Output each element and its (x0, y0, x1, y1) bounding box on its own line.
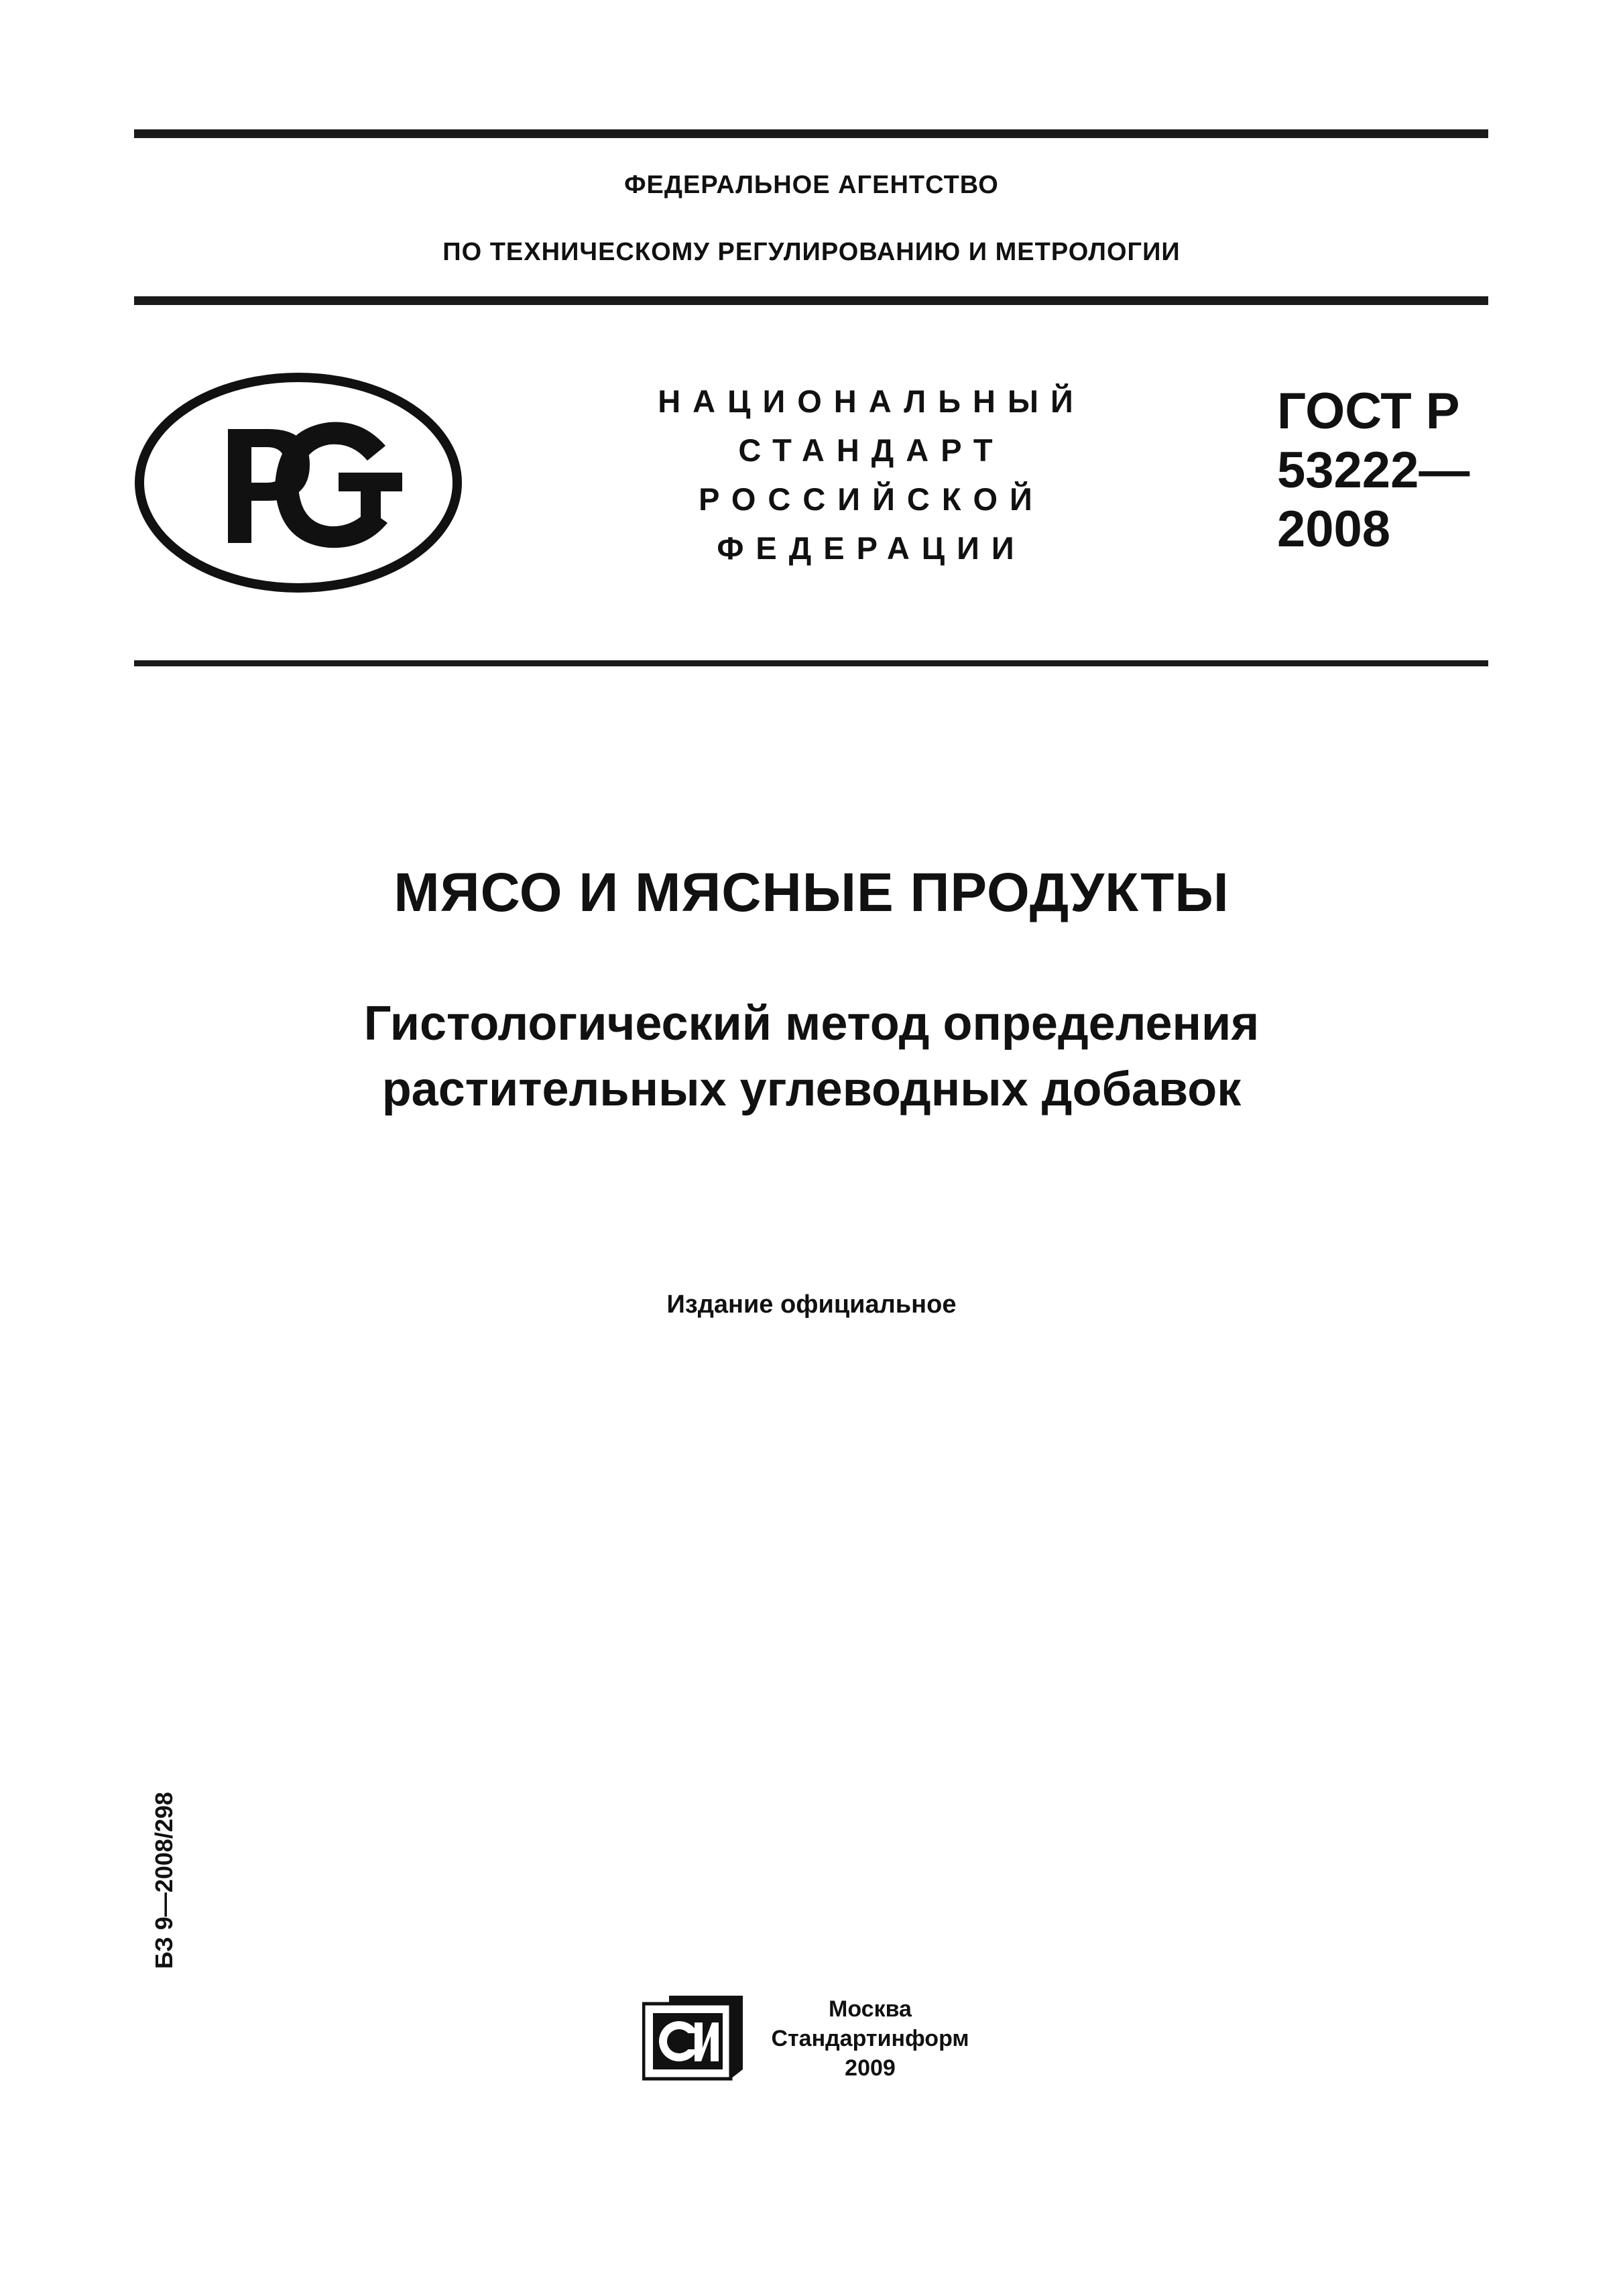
publisher-block (760, 1994, 981, 2083)
edition-label: Издание официальное (666, 1290, 957, 1319)
document-title: МЯСО И МЯСНЫЕ ПРОДУКТЫ (394, 862, 1229, 923)
designation-line-1: ГОСТ Р (1277, 383, 1460, 440)
agency-bottom-rule (134, 296, 1488, 305)
subtitle-line-2: растительных углеводных добавок (381, 1063, 1242, 1116)
publisher-name: Стандартинформ (771, 2026, 969, 2051)
publisher-year: 2009 (845, 2055, 896, 2081)
national-standard-line: РОССИЙСКОЙ (699, 481, 1044, 517)
document-subtitle (0, 991, 1623, 1122)
national-standard-line: СТАНДАРТ (738, 432, 1005, 468)
header-bottom-rule (134, 660, 1488, 666)
rst-letters (228, 422, 402, 548)
agency-line-2: ПО ТЕХНИЧЕСКОМУ РЕГУЛИРОВАНИЮ И МЕТРОЛОГИИ (442, 238, 1181, 266)
rst-logo-text: РСТ (134, 372, 135, 373)
publisher-city: Москва (829, 1996, 912, 2022)
side-code: БЗ 9—2008/298 (150, 1791, 178, 1970)
agency-line-1: ФЕДЕРАЛЬНОЕ АГЕНТСТВО (624, 171, 999, 199)
designation-line-2: 53222— (1277, 442, 1470, 499)
national-standard-block (610, 377, 1133, 572)
standartinform-logo-icon (642, 1994, 744, 2083)
national-standard-line: НАЦИОНАЛЬНЫЙ (658, 383, 1085, 419)
subtitle-line-1: Гистологический метод определения (363, 997, 1260, 1050)
national-standard-line: ФЕДЕРАЦИИ (717, 530, 1026, 566)
publisher-logo-text: СИ (642, 1994, 644, 1995)
rst-certification-mark-icon (134, 372, 463, 593)
top-rule (134, 129, 1488, 138)
designation-line-3: 2008 (1277, 501, 1391, 558)
standard-designation (1277, 382, 1469, 559)
